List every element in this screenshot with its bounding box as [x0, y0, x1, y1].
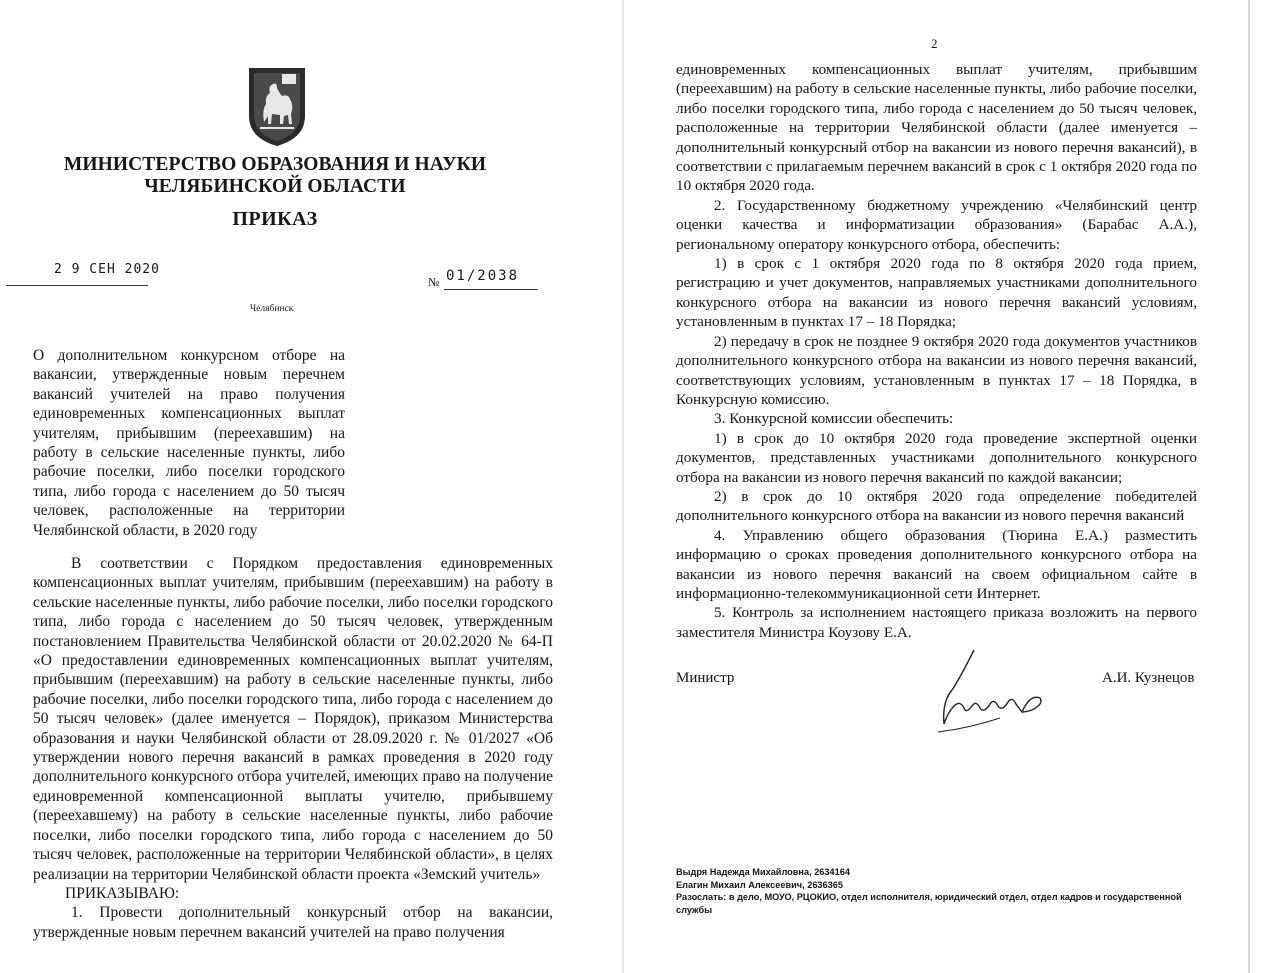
item-2-1: 1) в срок с 1 октября 2020 года по 8 октября 2020 года прием, регистрацию и учет документов, направляемых участниками дополнительного конкурсного отбора на вакансии из нового перечня вакансий условиям, установленным в пунктах 17 – 18 Порядка;: [676, 255, 1197, 331]
order-body-left: [33, 554, 553, 942]
ministry-line-1: МИНИСТЕРСТВО ОБРАЗОВАНИЯ И НАУКИ: [63, 154, 487, 175]
left-page: [0, 0, 620, 973]
order-date: 2 9 СЕН 2020: [54, 262, 160, 277]
number-sign: №: [428, 275, 440, 289]
item-3: 3. Конкурсной комиссии обеспечить:: [714, 410, 954, 428]
minister-title: Министр: [676, 670, 735, 686]
ministry-line-2: ЧЕЛЯБИНСКОЙ ОБЛАСТИ: [144, 176, 406, 197]
item-4: 4. Управлению общего образования (Тюрина Е.А.) разместить информацию о сроках проведения дополнительного конкурсного отбора на вакансии из нового перечня вакансий на своем официальном сайте в информационно-телекоммуникационной сети Интернет.: [676, 526, 1197, 602]
executor-2: Елагин Михаил Алексеевич, 2636365: [676, 879, 843, 890]
minister-name: А.И. Кузнецов: [1102, 670, 1195, 686]
order-heading: ПРИКАЗ: [232, 208, 318, 230]
number-underline: [444, 289, 538, 290]
order-title: О дополнительном конкурсном отборе на вакансии, утвержденные новым перечнем вакансий учителей на право получения единовременных компенсационных выплат учителям, прибывшим (переехавшим) на работу в сельские населенные пункты, либо рабочие поселки, либо поселки городского типа, либо города с населением до 50 тысяч человек, расположенные на территории Челябинской области, в 2020 году: [33, 347, 345, 539]
item-2-2: 2) передачу в срок не позднее 9 октября 2020 года документов участников дополнительного конкурсного отбора на вакансии из нового перечня вакансий, соответствующих условиям, установленным в пунктах 17 – 18 Порядка, в Конкурсную комиссию.: [676, 332, 1197, 408]
coat-of-arms-icon: [246, 66, 308, 148]
order-number: 01/2038: [446, 268, 520, 284]
page-edge: [1248, 0, 1250, 973]
city-name: Челябинск: [250, 304, 294, 314]
executor-footer: [676, 866, 1216, 916]
item-2: 2. Государственному бюджетному учреждению «Челябинский центр оценки качества и информатизации образования» (Барабас А.А.), региональному оператору конкурсного отбора, обеспечить:: [676, 196, 1197, 253]
page-number: 2: [931, 36, 938, 51]
item-3-1: 1) в срок до 10 октября 2020 года проведение экспертной оценки документов, представленных участниками дополнительного конкурсного отбора на вакансии из нового перечня вакансий по каждой вакансии;: [676, 429, 1197, 486]
item-3-2: 2) в срок до 10 октября 2020 года определение победителей дополнительного конкурсного отбора на вакансии из нового перечня вакансий: [676, 487, 1197, 525]
distribution-list: Разослать: в дело, МОУО, РЦОКИО, отдел исполнителя, юридический отдел, отдел кадров и государственной службы: [676, 892, 1182, 915]
preamble-paragraph: В соответствии с Порядком предоставления единовременных компенсационных выплат учителям, прибывшим (переехавшим) на работу в сельские населенные пункты, либо рабочие поселки, либо поселки городского типа, либо города с населением до 50 тысяч человек, утвержденным постановлением Правительства Челябинской области от 20.02.2020 № 64-П «О предоставлении единовременных компенсационных выплат учителям, прибывшим (переехавшим) на работу в сельские населенные пункты, либо рабочие поселки, либо поселки городского типа, либо города с населением до 50 тысяч человек» (далее именуется – Порядок), приказом Министерства образования и науки Челябинской области от 28.09.2020 г. № 01/2027 «Об утверждении нового перечня вакансий в рамках проведения в 2020 году дополнительного конкурсного отбора учителей, имеющих право на получение единовременной компенсационной выплаты учителю, прибывшему (переехавшему) на работу в сельские населенные пункты, либо рабочие поселки, либо поселки городского типа, либо города с населением до 50 тысяч человек, расположенные на территории Челябинской области», в целях реализации на территории Челябинской области проекта «Земский учитель»: [33, 555, 553, 883]
decree-word: ПРИКАЗЫВАЮ:: [65, 884, 180, 902]
page-divider: [622, 0, 624, 973]
ministry-name: [40, 154, 510, 198]
signature-image: [930, 642, 1050, 742]
item-5: 5. Контроль за исполнением настоящего приказа возложить на первого заместителя Министра Коузову Е.А.: [676, 604, 1197, 641]
item-1-start: 1. Провести дополнительный конкурсный отбор на вакансии, утвержденные новым перечнем вакансий учителей на право получения: [33, 904, 553, 941]
item-1-end: единовременных компенсационных выплат учителям, прибывшим (переехавшим) на работу в сельские населенные пункты, либо рабочие поселки, либо поселки городского типа, либо города с населением до 50 тысяч человек, расположенные на территории Челябинской области (далее именуется – дополнительный конкурсный отбор на вакансии из нового перечня вакансий), в соответствии с прилагаемым перечнем вакансий в срок с 1 октября 2020 года по 10 октября 2020 года.: [676, 61, 1197, 195]
order-body-right: [676, 60, 1197, 642]
date-underline: [6, 285, 148, 286]
executor-1: Выдря Надежда Михайловна, 2634164: [676, 867, 850, 877]
